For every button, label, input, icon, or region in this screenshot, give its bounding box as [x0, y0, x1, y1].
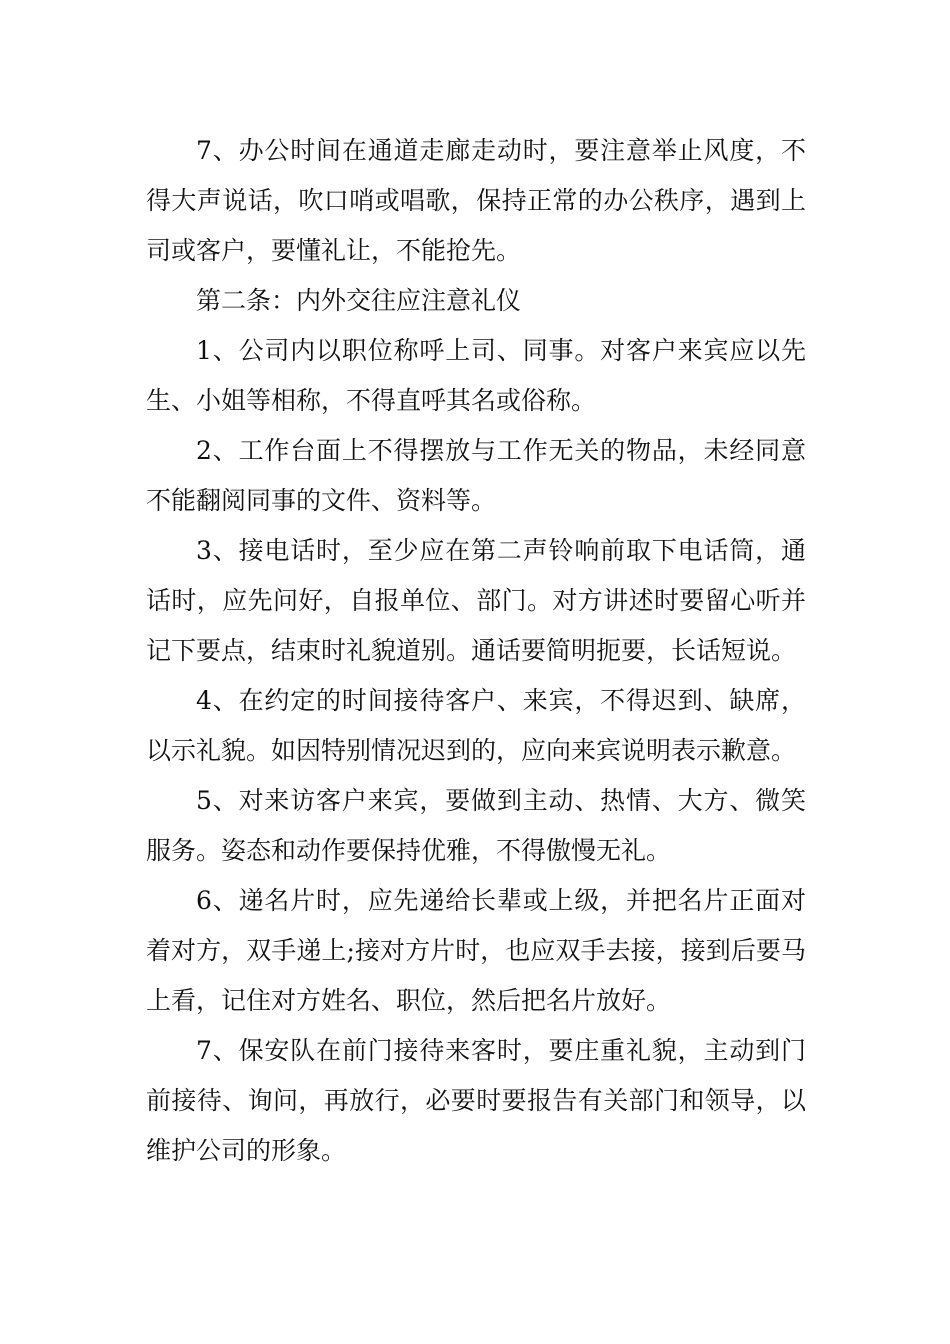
paragraph-item-5-visitors: 5、对来访客户来宾，要做到主动、热情、大方、微笑服务。姿态和动作要保持优雅，不得傲慢无礼。 — [146, 786, 806, 865]
paragraph-item-2-desk: 2、工作台面上不得摆放与工作无关的物品，未经同意不能翻阅同事的文件、资料等。 — [146, 436, 806, 515]
paragraph-item-7-corridor: 7、办公时间在通道走廊走动时，要注意举止风度，不得大声说话，吹口哨或唱歌，保持正常的办公秩序，遇到上司或客户，要懂礼让，不能抢先。 — [146, 136, 806, 265]
paragraph-item-7-security: 7、保安队在前门接待来客时，要庄重礼貌，主动到门前接待、询问，再放行，必要时要报告有关部门和领导，以维护公司的形象。 — [146, 1036, 806, 1165]
paragraph-item-1-addressing: 1、公司内以职位称呼上司、同事。对客户来宾应以先生、小姐等相称，不得直呼其名或俗称。 — [146, 336, 806, 415]
paragraph-item-6-business-cards: 6、递名片时，应先递给长辈或上级，并把名片正面对着对方，双手递上;接对方片时，也应双手去接，接到后要马上看，记住对方姓名、职位，然后把名片放好。 — [146, 886, 806, 1015]
document-body — [146, 126, 806, 1176]
paragraph-item-4-appointments: 4、在约定的时间接待客户、来宾，不得迟到、缺席，以示礼貌。如因特别情况迟到的，应向来宾说明表示歉意。 — [146, 686, 806, 765]
paragraph-item-3-phone: 3、接电话时，至少应在第二声铃响前取下电话筒，通话时，应先问好，自报单位、部门。对方讲述时要留心听并记下要点，结束时礼貌道别。通话要简明扼要，长话短说。 — [146, 536, 806, 665]
section-heading-article-2: 第二条：内外交往应注意礼仪 — [196, 286, 522, 315]
